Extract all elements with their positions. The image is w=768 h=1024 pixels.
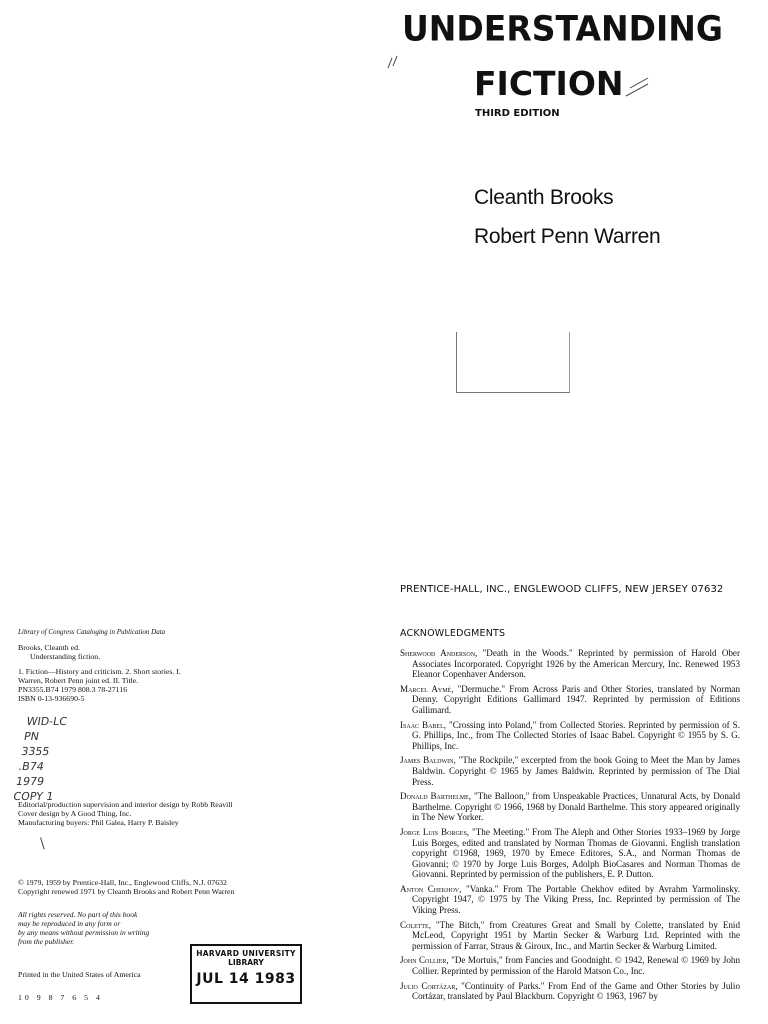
ack-entry: John Collier, "De Mortuis," from Fancies and Goodnight. © 1942, Renewal © 1969 by John Collier. Reprinted by permission of the Harold Matson Co., Inc. xyxy=(400,955,740,977)
cip-entry-line-1: Brooks, Cleanth ed. xyxy=(18,643,80,652)
ack-entry: Jorge Luis Borges, "The Meeting." From The Aleph and Other Stories 1933–1969 by Jorge Luis Borges, edited and translated by Norman Thomas de Giovanni. English translation copyright ©1968, 1969, 1970 by Emece Editores, S.A., and Norman Thomas de Giovanni; © 1970 by Jorge Luis Borges, Adolph BioCasares and Norman Thomas de Giovanni. Reprinted by permission of the publishers, E. P. Dutton. xyxy=(400,826,740,880)
cip-subjects: 1. Fiction—History and criticism. 2. Short stories. I. Warren, Robert Penn joint ed. II. Title. xyxy=(18,667,181,685)
cip-isbn: ISBN 0-13-936690-5 xyxy=(18,694,85,703)
printed-in-usa: Printed in the United States of America xyxy=(18,970,141,979)
acknowledgments-list xyxy=(400,648,740,1006)
print-line: 10 9 8 7 6 5 4 xyxy=(18,993,103,1002)
author-1: Cleanth Brooks xyxy=(474,186,614,209)
buyers-credit: Manufacturing buyers: Phil Galea, Harry P. Baisley xyxy=(18,818,179,827)
copyright-line-1: © 1979, 1959 by Prentice-Hall, Inc., Englewood Cliffs, N.J. 07632 xyxy=(18,878,227,887)
book-title-line-1: UNDERSTANDING xyxy=(402,8,724,49)
ack-entry: Donald Barthelme, "The Balloon," from Unspeakable Practices, Unnatural Acts, by Donald Barthelme. Copyright © 1966, 1968 by Donald Barthelme. This story appeared originally in The New Yorker. xyxy=(400,791,741,823)
ack-entry: Isaac Babel, "Crossing into Poland," from Collected Stories. Reprinted by permission of S. G. Phillips, Inc., from The Collected Stories of Isaac Babel. Copyright © 1955 by S. G. Phillips, Inc. xyxy=(400,719,741,751)
ack-entry: James Baldwin, "The Rockpile," excerpted from the book Going to Meet the Man by James Baldwin. Copyright © 1965 by James Baldwin. Reprinted by permission of The Dial Press. xyxy=(400,755,741,787)
credits-block xyxy=(18,800,318,827)
stamp-date: JUL 14 1983 xyxy=(196,971,296,987)
cover-credit: Cover design by A Good Thing, Inc. xyxy=(18,809,132,818)
edition-label: THIRD EDITION xyxy=(475,108,560,119)
acknowledgments-heading: ACKNOWLEDGMENTS xyxy=(400,628,506,639)
ack-entry: Anton Chekhov, "Vanka." From The Portable Chekhov edited by Avrahm Yarmolinsky. Copyright 1947, © 1975 by The Viking Press, Inc. Reprinted by permission of The Viking Press. xyxy=(400,883,740,916)
cip-block xyxy=(18,628,318,703)
author-2: Robert Penn Warren xyxy=(474,225,661,248)
cip-heading: Library of Congress Cataloging in Publication Data xyxy=(18,628,166,636)
copyright-block xyxy=(18,878,318,896)
library-date-stamp xyxy=(190,944,302,1004)
cip-classification: PN3355.B74 1979 808.3 78-27116 xyxy=(18,685,128,694)
ack-entry: Sherwood Anderson, "Death in the Woods." Reprinted by permission of Harold Ober Associates Incorporated. Copyright 1926 by the American Mercury, Inc. Renewed 1953 Eleanor Copenhaver Anderson. xyxy=(400,648,740,680)
design-credit: Editorial/production supervision and interior design by Robb Reavill xyxy=(18,800,233,809)
scan-marks-decoration xyxy=(380,40,768,130)
rights-notice: All rights reserved. No part of this book may be reproduced in any form or by any means without permission in writing from the publisher. xyxy=(18,910,150,946)
faint-stamp-mark xyxy=(456,332,570,393)
cip-entry-line-2: Understanding fiction. xyxy=(30,652,101,661)
stamp-library: LIBRARY xyxy=(228,958,264,967)
pen-mark: \ xyxy=(40,836,45,852)
handwritten-call-number: WID-LC PN 3355 .B74 1979 COPY 1 xyxy=(12,715,69,803)
ack-entry: Julio Cortázar, "Continuity of Parks." From End of the Game and Other Stories by Julio Cortázar, translated by Paul Blackburn. Copyright © 1963, 1967 by xyxy=(400,980,740,1002)
ack-entry: Marcel Aymé, "Dermuche." From Across Paris and Other Stories, translated by Norman Denny. Copyright Editions Gallimard 1947. Reprinted by permission of Editions Gallimard. xyxy=(400,683,740,715)
ack-entry: Colette, "The Bitch," from Creatures Great and Small by Colette, translated by Enid McLeod, Copyright 1951 by Martin Secker & Warburg Ltd. Reprinted with the permission of Farrar, Straus & Giroux, Inc., and Martin Secker & Warburg Limited. xyxy=(400,919,740,951)
book-title-line-2: FICTION xyxy=(474,64,624,103)
stamp-university: HARVARD UNIVERSITY xyxy=(196,949,296,958)
copyright-line-2: Copyright renewed 1971 by Cleanth Brooks and Robert Penn Warren xyxy=(18,887,235,896)
publisher-imprint: PRENTICE-HALL, INC., ENGLEWOOD CLIFFS, NEW JERSEY 07632 xyxy=(400,584,724,595)
